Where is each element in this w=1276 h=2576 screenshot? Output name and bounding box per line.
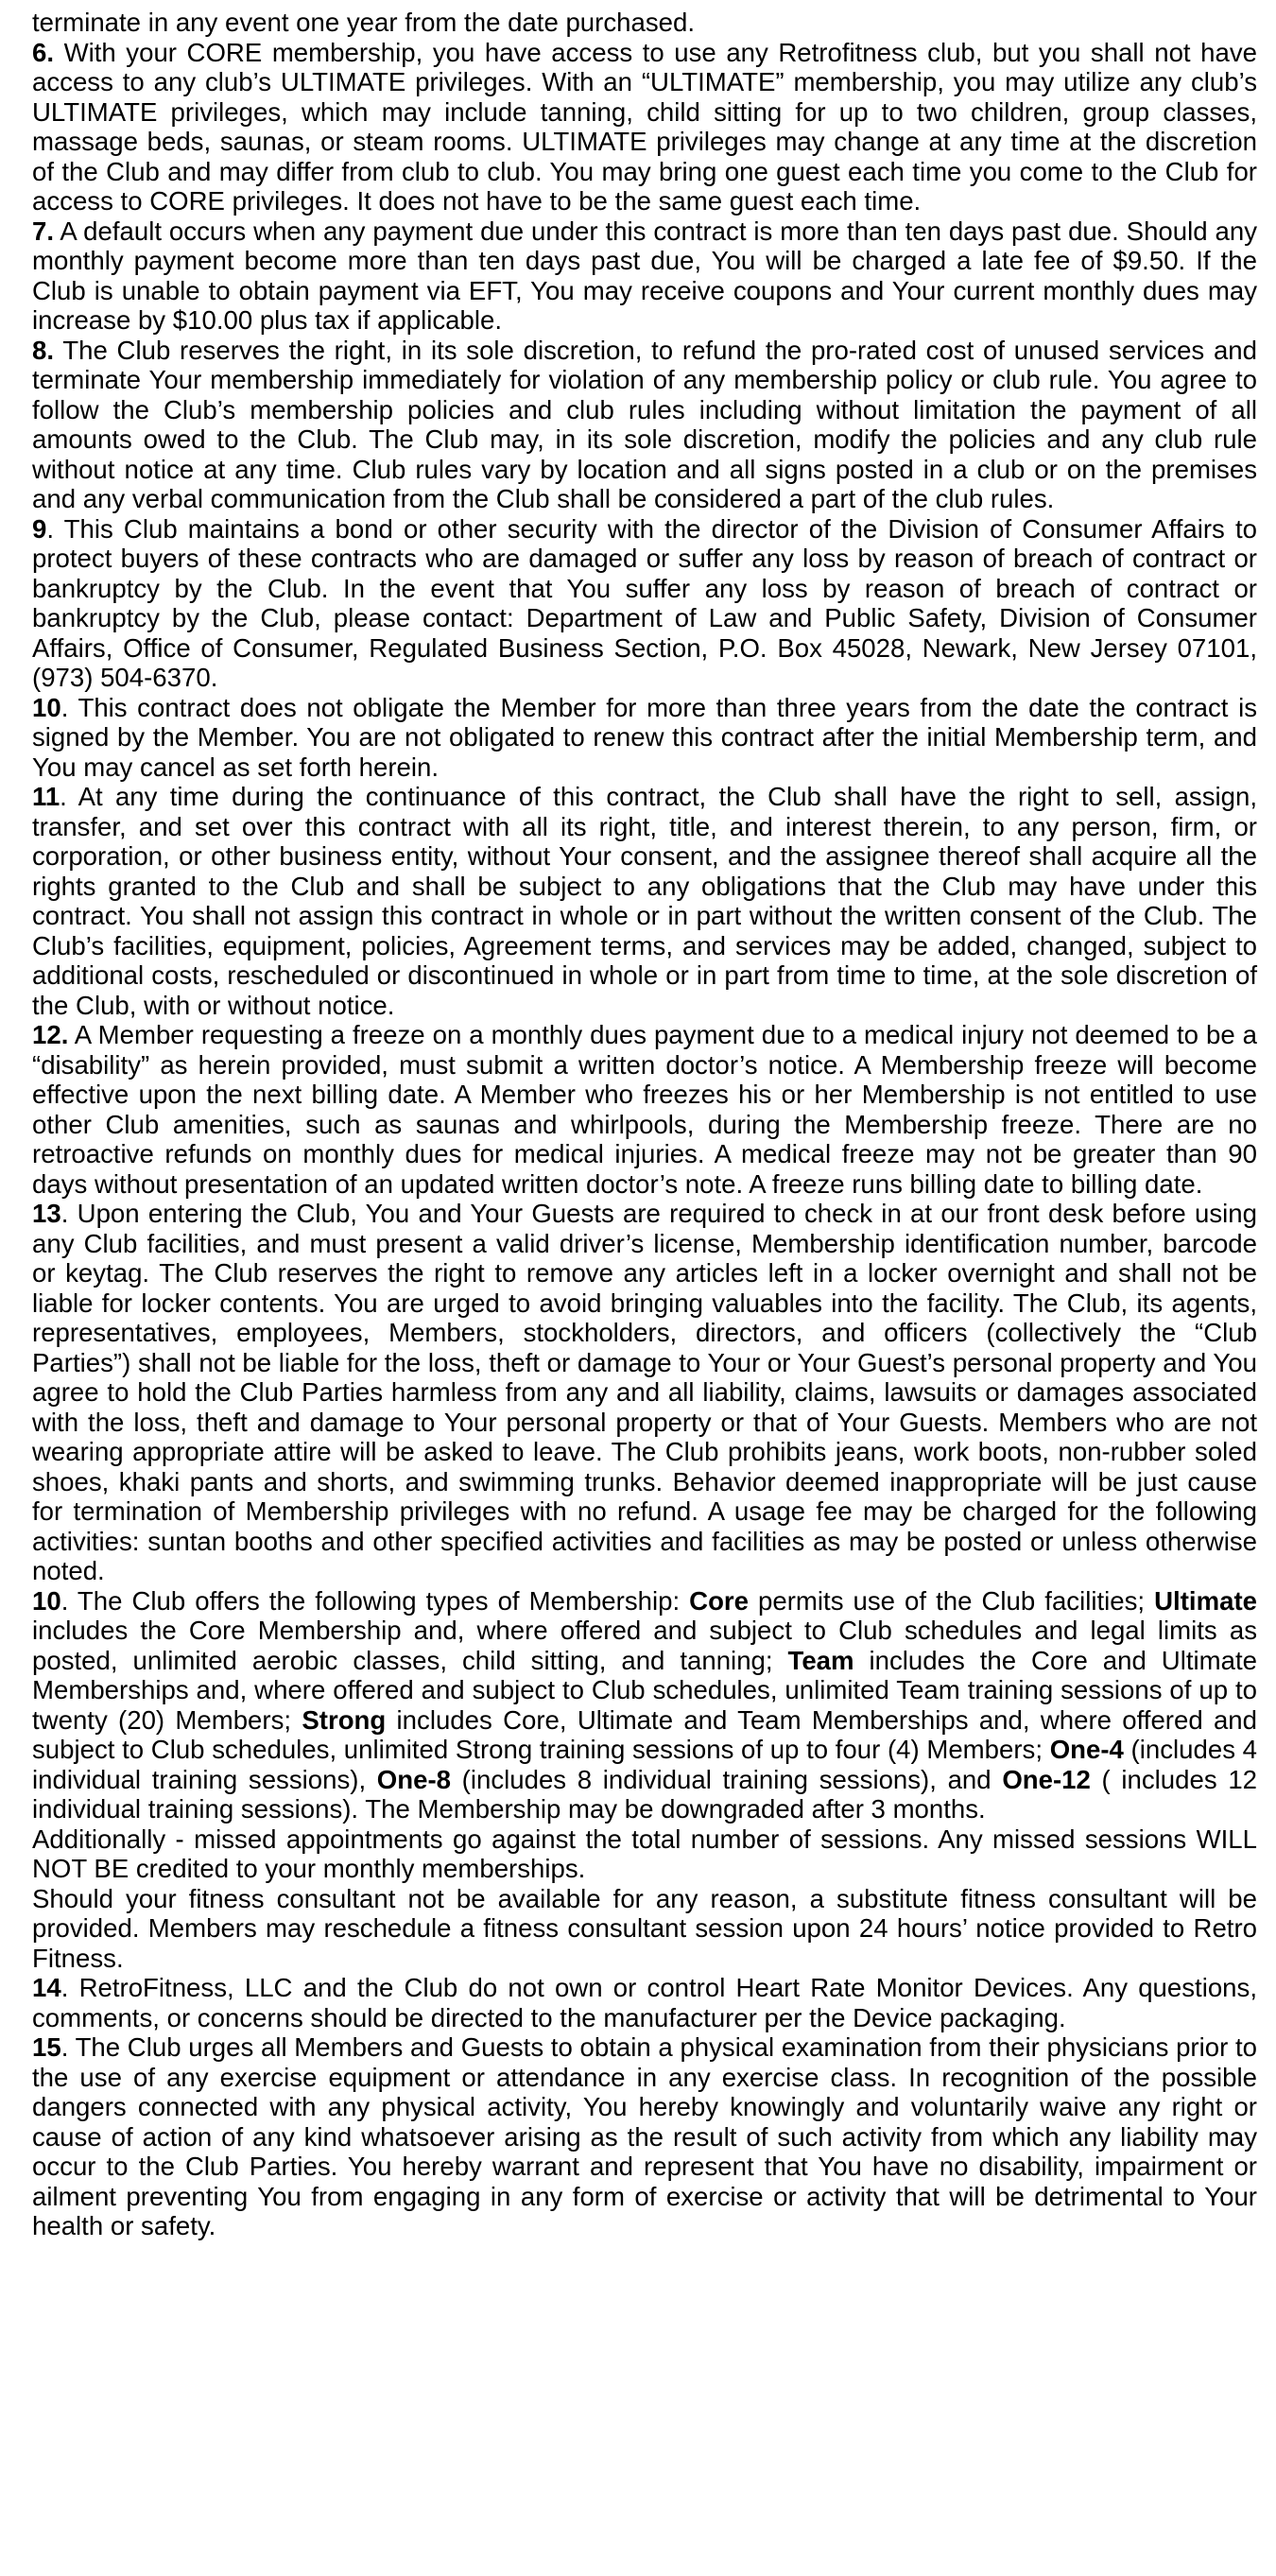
clause-number: 10 [32,692,61,722]
clause-text: . This Club maintains a bond or other security with the director of the Division of Consumer Affairs to protect buyers of these contracts who are damaged or suffer any loss by reason of breach of contract or bankruptcy by the Club. In the event that You suffer any loss by reason of breach of contract or bankruptcy by the Club, please contact: Department of Law and Public Safety, Division of Consumer Affairs, Office of Consumer, Regulated Business Section, P.O. Box 45028, Newark, New Jersey 07101, (973) 504-6370. [32,513,1257,692]
clause-number: 12. [32,1020,69,1049]
contract-clause [32,1020,1257,1199]
contract-clause [32,1199,1257,1586]
clause-number: 7. [32,216,55,246]
membership-type-term: Strong [302,1704,387,1735]
membership-type-term: One-12 [1002,1764,1091,1794]
clause-text: A default occurs when any payment due under this contract is more than ten days past due. Should any monthly payment become more than ten days past due, You will be charged a late fee of $9.50. If the Club is unable to obtain payment via EFT, You may receive coupons and Your current monthly dues may increase by $10.00 plus tax if applicable. [32,216,1257,335]
contract-clause [32,216,1257,336]
clause-text: . The Club offers the following types of Membership: [60,1585,690,1616]
clause-text: . The Club urges all Members and Guests to obtain a physical examination from their physicians prior to the use of any exercise equipment or attendance in any exercise class. In recognition of the possible dangers connected with any physical activity, You hereby knowingly and voluntarily waive any right or cause of action of any kind whatsoever arising as the result of such activity from which any liability may occur to the Club Parties. You hereby warrant and represent that You have no disability, impairment or ailment preventing You from engaging in any form of exercise or activity that will be detrimental to Your health or safety. [32,2032,1257,2240]
contract-clause [32,693,1257,783]
clause-number: 8. [32,335,55,365]
clause-number: 15 [32,2032,61,2062]
clause-text: Additionally - missed appointments go against the total number of sessions. Any missed sessions WILL NOT BE credited to your monthly memberships. [32,1824,1257,1883]
contract-clause [32,514,1257,693]
clause-text: includes Core, Ultimate and Team Memberships and, where offered and subject to Club schedules, unlimited Strong training sessions of up to four (4) Members; [32,1704,1257,1764]
clause-text: . This contract does not obligate the Member for more than three years from the date the contract is signed by the Member. You are not obligated to renew this contract after the initial Membership term, and You may cancel as set forth herein. [32,692,1257,782]
contract-clause [32,1586,1257,1824]
clause-number: 10 [32,1585,61,1616]
clause-text: . Upon entering the Club, You and Your Guests are required to check in at our front desk before using any Club facilities, and must present a valid driver’s license, Membership identification number, barcode or keytag. The Club reserves the right to remove any articles left in a locker overnight and shall not be liable for locker contents. You are urged to avoid bringing valuables into the facility. The Club, its agents, representatives, employees, Members, stockholders, directors, and officers (collectively the “Club Parties”) shall not be liable for the loss, theft or damage to Your or Your Guest’s personal property and You agree to hold the Club Parties harmless from any and all liability, claims, lawsuits or damages associated with the loss, theft and damage to Your personal property or that of Your Guests. Members who are not wearing appropriate attire will be asked to leave. The Club prohibits jeans, work boots, non-rubber soled shoes, khaki pants and shorts, and swimming trunks. Behavior deemed inappropriate will be just cause for termination of Membership privileges with no refund. A usage fee may be charged for the following activities: suntan booths and other specified activities and facilities as may be posted or unless otherwise noted. [32,1199,1257,1585]
clause-text: With your CORE membership, you have access to use any Retrofitness club, but you shall not have access to any club’s ULTIMATE privileges. With an “ULTIMATE” membership, you may utilize any club’s ULTIMATE privileges, which may include tanning, child sitting for up to two children, group classes, massage beds, saunas, or steam rooms. ULTIMATE privileges may change at any time at the discretion of the Club and may differ from club to club. You may bring one guest each time you come to the Club for access to CORE privileges. It does not have to be the same guest each time. [32,37,1257,216]
clause-number: 9 [32,513,47,544]
clause-text: Should your fitness consultant not be available for any reason, a substitute fitness consultant will be provided. Members may reschedule a fitness consultant session upon 24 hours’ notice provided to Retro Fitness. [32,1883,1257,1973]
clause-text: A Member requesting a freeze on a monthly dues payment due to a medical injury not deemed to be a “disability” as herein provided, must submit a written doctor’s notice. A Membership freeze will become effective upon the next billing date. A Member who freezes his or her Membership is not entitled to use other Club amenities, such as saunas and whirlpools, during the Membership freeze. There are no retroactive refunds on monthly dues for medical injuries. A medical freeze may not be greater than 90 days without presentation of an updated written doctor’s note. A freeze runs billing date to billing date. [32,1020,1257,1199]
clause-text: terminate in any event one year from the date purchased. [32,8,695,37]
clause-text: . At any time during the continuance of this contract, the Club shall have the right to sell, assign, transfer, and set over this contract with all its right, title, and interest therein, to any person, firm, or corporation, or other business entity, without Your consent, and the assignee thereof shall acquire all the rights granted to the Club and shall be subject to any obligations that the Club may have under this contract. You shall not assign this contract in whole or in part without the written consent of the Club. The Club’s facilities, equipment, policies, Agreement terms, and services may be added, changed, subject to additional costs, rescheduled or discontinued in whole or in part from time to time, at the sole discretion of the Club, with or without notice. [32,782,1257,1020]
clause-text: (includes 8 individual training sessions), and [451,1764,1003,1794]
clause-number: 13 [32,1199,61,1228]
membership-type-term: One-8 [376,1764,451,1794]
clause-text: includes the Core Membership and, where offered and subject to Club schedules and legal limits as posted, unlimited aerobic classes, child sitting, and tanning; [32,1616,1257,1675]
clause-text: . RetroFitness, LLC and the Club do not own or control Heart Rate Monitor Devices. Any questions, comments, or concerns should be directed to the manufacturer per the Device packaging. [32,1973,1257,2032]
membership-type-term: Ultimate [1154,1585,1257,1616]
membership-type-term: One-4 [1049,1735,1124,1764]
clause-text: permits use of the Club facilities; [749,1585,1155,1616]
membership-type-term: Core [689,1585,750,1616]
contract-clause [32,336,1257,514]
contract-clause [32,8,1257,38]
clause-text: (includes 4 individual training sessions), [32,1735,1257,1794]
contract-clause [32,1884,1257,1974]
contract-clause [32,782,1257,1020]
clause-text: The Club reserves the right, in its sole discretion, to refund the pro-rated cost of unused services and terminate Your membership immediately for violation of any membership policy or club rule. You agree to follow the Club’s membership policies and club rules including without limitation the payment of all amounts owed to the Club. The Club may, in its sole discretion, modify the policies and any club rule without notice at any time. Club rules vary by location and all signs posted in a club or on the premises and any verbal communication from the Club shall be considered a part of the club rules. [32,335,1257,513]
contract-clause [32,1973,1257,2032]
clause-number: 6. [32,37,55,67]
contract-clause [32,38,1257,216]
contract-clause [32,2032,1257,2241]
clause-number: 11 [32,782,60,811]
clause-number: 14 [32,1973,61,2002]
membership-type-term: Team [787,1645,854,1675]
contract-clause [32,1824,1257,1884]
clause-text: includes the Core and Ultimate Memberships and, where offered and subject to Club schedules, unlimited Team training sessions of up to twenty (20) Members; [32,1645,1257,1735]
clause-text: ( includes 12 individual training sessions). The Membership may be downgraded after 3 months. [32,1764,1258,1824]
